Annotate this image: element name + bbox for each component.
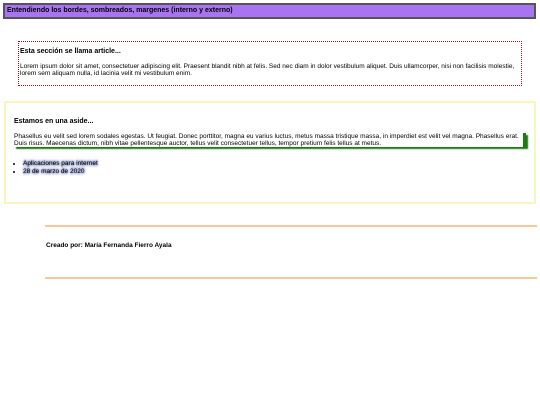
footer-top-divider <box>45 225 537 227</box>
list-item <box>23 160 526 168</box>
footer-credit: Creado por: María Fernanda Fierro Ayala <box>46 242 172 249</box>
article-heading: Esta sección se llama article... <box>20 48 121 55</box>
article-section <box>18 41 522 86</box>
article-body: Lorem ipsum dolor sit amet, consectetuer adipiscing elit. Praesent blandit nibh at felis. Sed nec diam in dolor vestibulum aliquet. Duis ullamcorper, nisi non facilisis molestie, lorem sem aliquam nulla, id lacinia velit mi vestibulum enim. <box>20 63 515 77</box>
aside-section <box>4 101 536 204</box>
aside-heading: Estamos en una aside... <box>14 118 94 125</box>
page-title: Entendiendo los bordes, sombreados, margenes (interno y externo) <box>7 7 233 14</box>
footer-bottom-divider <box>45 277 537 279</box>
aside-list <box>14 160 526 176</box>
aside-body: Phasellus eu velit sed lorem sodales egestas. Ut feugiat. Donec porttitor, magna eu varius luctus, metus massa tristique massa, in imperdiet est velit vel magna. Phasellus erat. Duis risus. Maecenas dictum, nibh vitae pellentesque auctor, tellus velit consectetuer tellus, tempor pretium felis tellus at metus. <box>14 133 526 147</box>
list-item <box>23 168 526 176</box>
page-header <box>3 3 536 19</box>
list-item-label: Aplicaciones para internet <box>23 160 98 167</box>
list-item-label: 28 de marzo de 2020 <box>23 168 85 175</box>
